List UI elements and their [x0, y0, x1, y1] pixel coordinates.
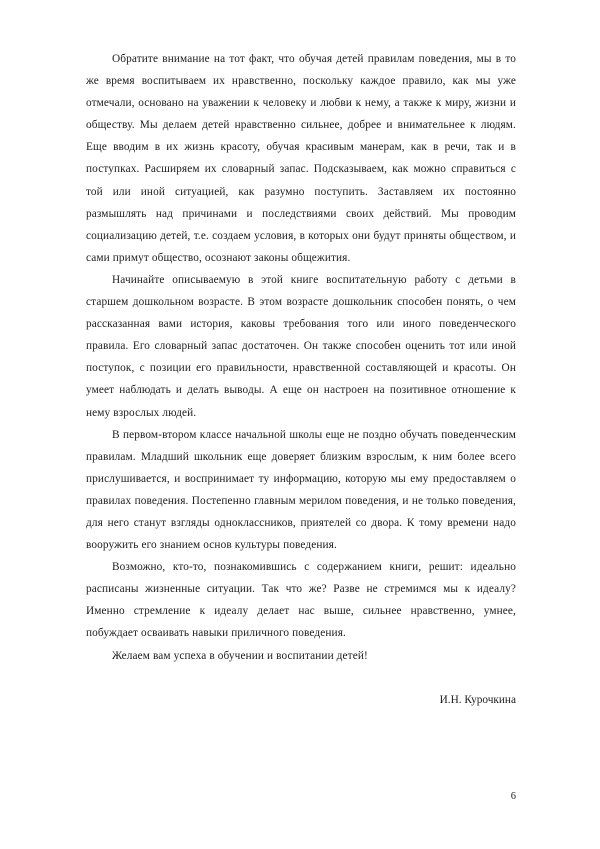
body-paragraph-2: Начинайте описываемую в этой книге воспитательную работу с детьми в старшем дошкольном возрасте. В этом возрасте дошкольник способен понять, о чем рассказанная вами история, каковы требования того или иного поведенческого правила. Его словарный запас достаточен. Он также способен оценить тот или иной поступок, с позиции его правильности, нравственной составляющей и красоты. Он умеет наблюдать и делать выводы. А еще он настроен на позитивное отношение к нему взрослых людей. [86, 273, 516, 419]
body-paragraph-3: В первом-втором классе начальной школы еще не поздно обучать поведенческим правилам. Младший школьник еще доверяет близким взрослым, к ним более всего прислушивается, и воспринимает ту информацию, которую мы ему предоставляем о правилах поведения. Постепенно главным мерилом поведения, и не только поведения, для него станут взгляды одноклассников, приятелей со двора. К тому времени надо вооружить его знанием основ культуры поведения. [86, 428, 516, 552]
document-text-column [86, 48, 516, 711]
body-paragraph-4: Возможно, кто-то, познакомившись с содержанием книги, решит: идеально расписаны жизненные ситуации. Так что же? Разве не стремимся мы к идеалу? Именно стремление к идеалу делает нас выше, сильнее нравственно, умнее, побуждает осваивать навыки приличного поведения. [86, 561, 516, 640]
author-signature: И.Н. Курочкина [439, 693, 516, 706]
body-paragraph-1: Обратите внимание на тот факт, что обучая детей правилам поведения, мы в то же время воспитываем их нравственно, поскольку каждое правило, как мы уже отмечали, основано на уважении к человеку и любви к нему, а также к миру, жизни и обществу. Мы делаем детей нравственно сильнее, добрее и внимательнее к людям. Еще вводим в их жизнь красоту, обучая красивым манерам, как в речи, так и в поступках. Расширяем их словарный запас. Подсказываем, как можно справиться с той или иной ситуацией, как разумно поступить. Заставляем их постоянно размышлять над причинами и последствиями своих действий. Мы проводим социализацию детей, т.е. создаем условия, в которых они будут приняты обществом, и сами примут общество, осознают законы общежития. [86, 53, 516, 264]
closing-wish-paragraph: Желаем вам успеха в обучении и воспитании детей! [112, 649, 368, 662]
page-number: 6 [510, 791, 516, 802]
